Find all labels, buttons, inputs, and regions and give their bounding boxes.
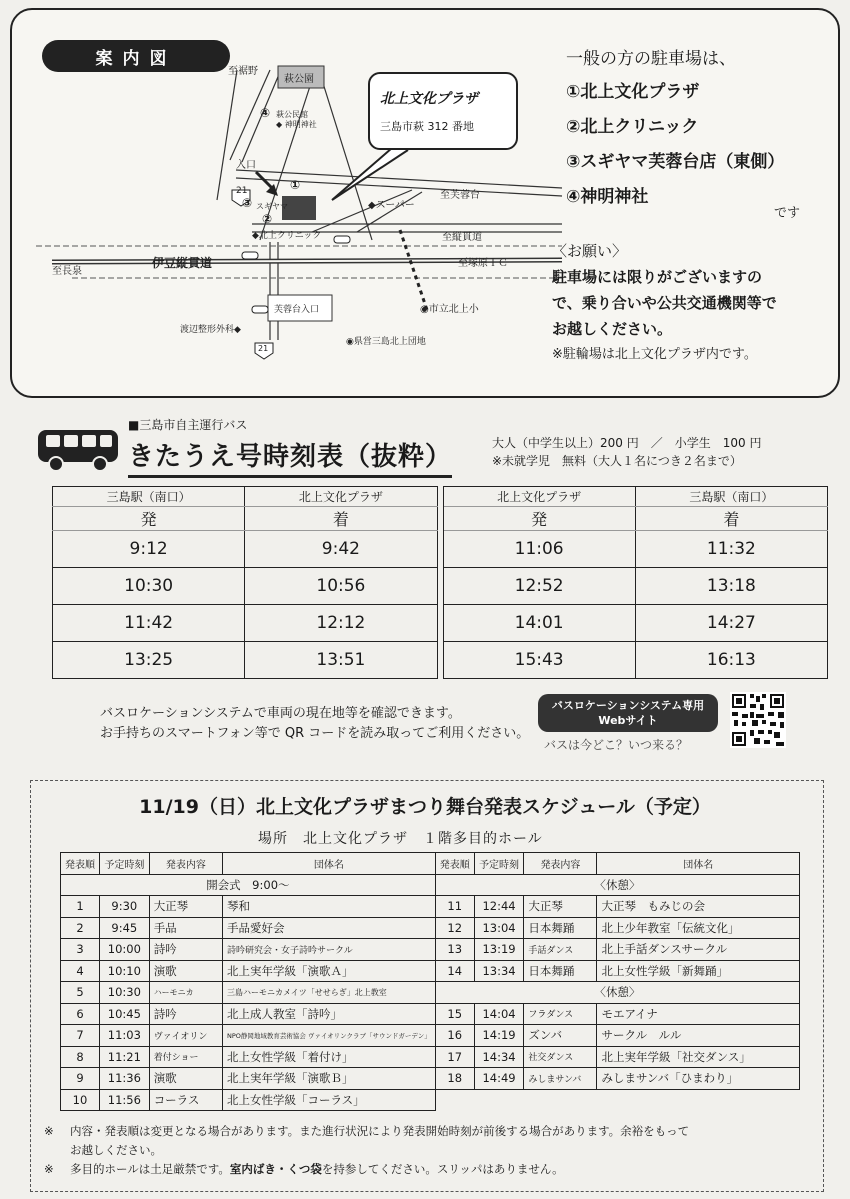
fare-line-1: 大人（中学生以上）200 円 ／ 小学生 100 円 bbox=[492, 436, 762, 450]
table-row: 11:42 12:12 14:01 14:27 bbox=[53, 605, 828, 642]
tt-head-stop-4: 三島駅（南口） bbox=[635, 487, 827, 507]
label-clinic: ◆北上クリニック bbox=[252, 231, 322, 241]
label-n1: ① bbox=[290, 178, 301, 192]
venue-callout bbox=[368, 72, 518, 150]
label-izu-highway: 伊豆縦貫道 bbox=[152, 256, 213, 270]
bus-operator: ■三島市自主運行バス bbox=[128, 418, 248, 432]
label-super: ◆スーパー bbox=[368, 200, 415, 211]
bus-fares bbox=[492, 434, 761, 470]
table-row: 6 10:45 詩吟 北上成人教室「詩吟」 15 14:04 フラダンス モエアイナ bbox=[61, 1003, 800, 1025]
bus-timetable bbox=[52, 486, 828, 679]
table-row: 2 9:45 手品 手品愛好会 12 13:04 日本舞踊 北上少年教室「伝統文化」 bbox=[61, 917, 800, 939]
table-row: 5 10:30 ハーモニカ 三島ハーモニカメイツ「せせらぎ」北上教室 〈休憩〉 bbox=[61, 982, 800, 1004]
note-2-end: を持参してください。スリッパはありません。 bbox=[321, 1162, 564, 1176]
label-n4: ④ bbox=[260, 106, 271, 120]
label-n2: ② bbox=[262, 212, 273, 226]
request-heading: 〈お願い〉 bbox=[552, 242, 628, 260]
label-fuyodai-entrance: 芙蓉台入口 bbox=[274, 305, 320, 315]
sched-head-time-2: 予定時刻 bbox=[474, 853, 524, 875]
sched-head-group-2: 団体名 bbox=[597, 853, 800, 875]
request-block bbox=[552, 238, 824, 368]
parking-lot-4: ④神明神社 bbox=[566, 187, 649, 207]
table-row: 10 11:56 コーラス 北上女性学級「コーラス」 bbox=[61, 1089, 800, 1111]
bus-note-1: バスロケーションシステムで車両の現在地等を確認できます。 bbox=[100, 706, 461, 721]
bus-note-2: お手持ちのスマートフォン等で QR コードを読み取ってご利用ください。 bbox=[100, 726, 530, 741]
label-fuyodai: 至芙蓉台 bbox=[440, 190, 480, 201]
busloc-button-line-2: Webサイト bbox=[598, 714, 658, 727]
bicycle-note: ※駐輪場は北上文化プラザ内です。 bbox=[552, 347, 757, 362]
table-row bbox=[61, 874, 800, 896]
map-title: 案内図 bbox=[42, 40, 230, 72]
rest-2: 〈休憩〉 bbox=[435, 982, 799, 1004]
fare-line-2: ※未就学児 無料（大人１名につき２名まで） bbox=[492, 454, 742, 468]
table-row: 9:12 9:42 11:06 11:32 bbox=[53, 531, 828, 568]
table-row: 4 10:10 演歌 北上実年学級「演歌Ａ」 14 13:34 日本舞踊 北上女性学級「新舞踊」 bbox=[61, 960, 800, 982]
parking-lot-1: ①北上文化プラザ bbox=[566, 82, 700, 102]
bus-location-notes bbox=[100, 704, 529, 744]
parking-intro: 一般の方の駐車場は、 bbox=[566, 49, 736, 69]
venue-address: 三島市萩 312 番地 bbox=[380, 120, 474, 133]
opening-ceremony: 開会式 9:00～ bbox=[61, 874, 436, 896]
note-1-cont: お越しください。 bbox=[70, 1143, 162, 1157]
venue-name: 北上文化プラザ bbox=[380, 91, 478, 107]
label-tsukahara: 至塚原ＩＣ bbox=[458, 258, 508, 269]
parking-lot-3: ③スギヤマ芙蓉台店（東側） bbox=[566, 152, 785, 172]
sched-head-content: 発表内容 bbox=[149, 853, 222, 875]
tt-head-stop-3: 北上文化プラザ bbox=[443, 487, 635, 507]
table-row: 7 11:03 ヴァイオリン NPO静岡地域教育芸術協会 ヴァイオリンクラブ「サウンドガーデン」 16 14:19 ズンバ サークル ルル bbox=[61, 1025, 800, 1047]
bus-location-website-button[interactable] bbox=[538, 694, 718, 732]
sched-head-time: 予定時刻 bbox=[100, 853, 150, 875]
label-watanabe: 渡辺整形外科◆ bbox=[180, 325, 241, 335]
sched-head-group: 団体名 bbox=[222, 853, 435, 875]
request-line-1: 駐車場には限りがございますの bbox=[552, 268, 763, 286]
label-danchi: ◉県営三島北上団地 bbox=[346, 337, 426, 347]
label-shrine: 萩公民館 ◆ 神明神社 bbox=[276, 110, 317, 129]
label-entrance: 入口 bbox=[236, 160, 256, 171]
table-row: 3 10:00 詩吟 詩吟研究会・女子詩吟サークル 13 13:19 手話ダンス 北上手話ダンスサークル bbox=[61, 939, 800, 961]
tt-head-stop-1: 三島駅（南口） bbox=[53, 487, 245, 507]
schedule-title: 11/19（日）北上文化プラザまつり舞台発表スケジュール（予定） bbox=[139, 796, 711, 818]
schedule-notes: ※ 内容・発表順は変更となる場合があります。また進行状況により発表開始時刻が前後する場合があります。余裕をもって お越しください。 ※ 多目的ホールは土足厳禁です。室内ばき・くつ袋を持参してください。スリッパはありません。 bbox=[44, 1124, 690, 1176]
stage-schedule-table bbox=[60, 852, 800, 1111]
tt-head-dir-4: 着 bbox=[635, 507, 827, 531]
table-row: 13:25 13:51 15:43 16:13 bbox=[53, 642, 828, 679]
parking-info bbox=[552, 44, 822, 221]
tt-head-stop-2: 北上文化プラザ bbox=[245, 487, 437, 507]
label-school: ◉市立北上小 bbox=[420, 304, 479, 315]
request-line-2: で、乗り合いや公共交通機関等で bbox=[552, 294, 777, 312]
label-route21: 21 bbox=[236, 186, 248, 196]
label-susono: 至裾野 bbox=[228, 66, 258, 77]
tt-head-dir-2: 着 bbox=[245, 507, 437, 531]
note-2: 多目的ホールは土足厳禁です。 bbox=[70, 1162, 230, 1176]
sched-head-order: 発表順 bbox=[61, 853, 100, 875]
note-2-bold: 室内ばき・くつ袋 bbox=[229, 1162, 322, 1176]
tt-head-dir-1: 発 bbox=[53, 507, 245, 531]
label-n3: ③ bbox=[242, 196, 253, 210]
busloc-button-line-1: バスロケーションシステム専用 bbox=[551, 699, 705, 712]
label-hagi-park: 萩公園 bbox=[284, 74, 314, 85]
rest-1: 〈休憩〉 bbox=[435, 874, 799, 896]
bus-timetable-title: きたうえ号時刻表（抜粋） bbox=[128, 436, 452, 478]
note-1: 内容・発表順は変更となる場合があります。また進行状況により発表開始時刻が前後する場合があります。余裕をもって bbox=[70, 1124, 690, 1138]
table-row: 10:30 10:56 12:52 13:18 bbox=[53, 568, 828, 605]
schedule-place: 場所 北上文化プラザ １階多目的ホール bbox=[258, 831, 543, 847]
label-juukan: 至縦貫道 bbox=[442, 232, 482, 243]
tt-head-dir-3: 発 bbox=[443, 507, 635, 531]
bus-icon bbox=[36, 426, 120, 472]
qr-code-icon[interactable] bbox=[730, 692, 786, 748]
label-nagaizumi: 至長泉 bbox=[52, 266, 82, 277]
parking-suffix: です bbox=[774, 206, 801, 221]
label-route21-south: 21 bbox=[258, 344, 269, 353]
table-row: 1 9:30 大正琴 琴和 11 12:44 大正琴 大正琴 もみじの会 bbox=[61, 896, 800, 918]
table-row: 8 11:21 着付ショー 北上女性学級「着付け」 17 14:34 社交ダンス 北上実年学級「社交ダンス」 bbox=[61, 1046, 800, 1068]
bus-location-tagline: バスは今どこ？いつ来る？ bbox=[544, 738, 689, 752]
sched-head-content-2: 発表内容 bbox=[524, 853, 597, 875]
label-sugiyama: スギヤマ bbox=[256, 202, 288, 211]
request-line-3: お越しください。 bbox=[552, 320, 673, 338]
sched-head-order-2: 発表順 bbox=[435, 853, 474, 875]
table-row: 9 11:36 演歌 北上実年学級「演歌Ｂ」 18 14:49 みしまサンバ みしまサンバ「ひまわり」 bbox=[61, 1068, 800, 1090]
parking-lot-2: ②北上クリニック bbox=[566, 117, 699, 137]
